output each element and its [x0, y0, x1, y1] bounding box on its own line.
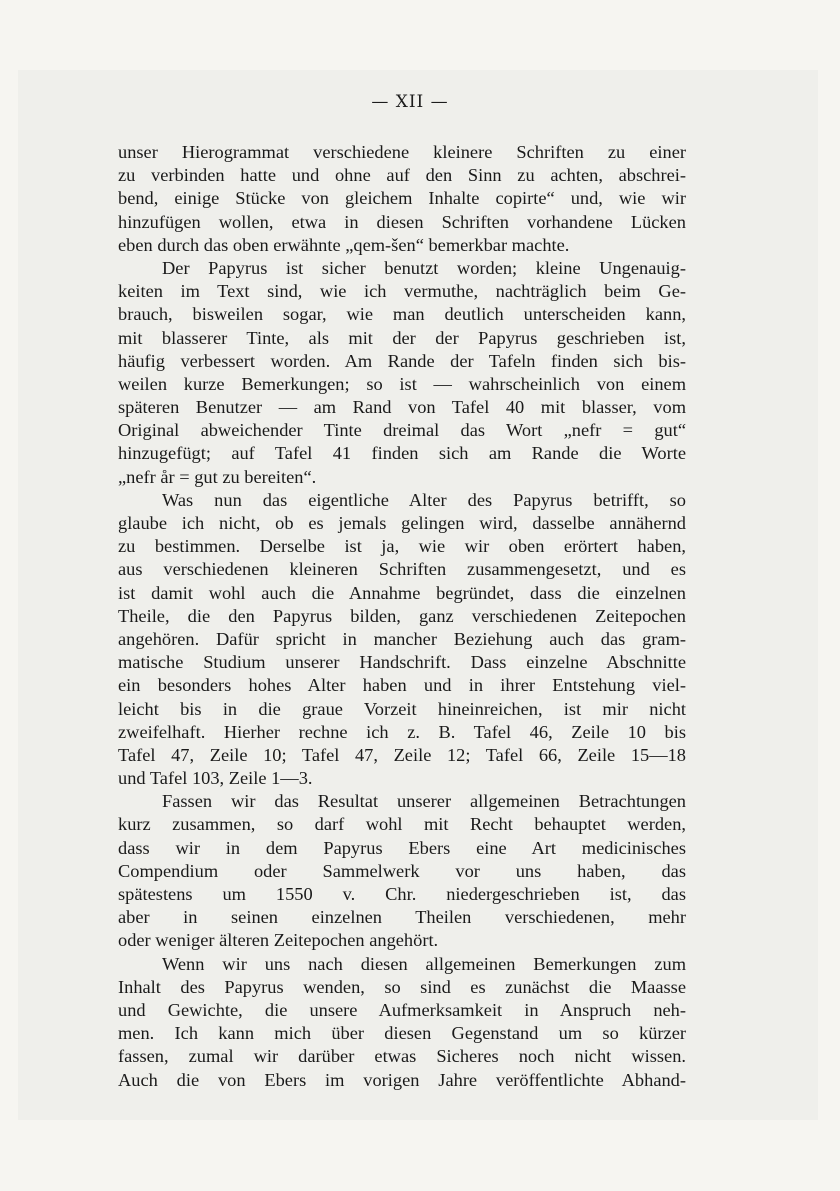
text-line: Wenn wir uns nach diesen allgemeinen Bemerkungen zum [162, 953, 686, 974]
text-line: fassen, zumal wir darüber etwas Sicheres noch nicht wissen. [118, 1046, 686, 1067]
text-line: leicht bis in die graue Vorzeit hineinreichen, ist mir nicht [118, 698, 686, 719]
text-line: Der Papyrus ist sicher benutzt worden; kleine Ungenauig- [162, 257, 686, 278]
text-line: dass wir in dem Papyrus Ebers eine Art medicinisches [118, 837, 686, 858]
page-number: — XII — [371, 92, 449, 112]
text-line: Fassen wir das Resultat unserer allgemeinen Betrachtungen [162, 791, 686, 812]
text-line: zu bestimmen. Derselbe ist ja, wie wir oben erörtert haben, [118, 536, 686, 557]
text-line: ein besonders hohes Alter haben und in ihrer Entstehung viel- [118, 675, 686, 696]
text-line: men. Ich kann mich über diesen Gegenstand um so kürzer [118, 1023, 686, 1044]
text-line: hinzugefügt; auf Tafel 41 finden sich am Rande die Worte [118, 443, 686, 464]
text-line: brauch, bisweilen sogar, wie man deutlich unterscheiden kann, [118, 304, 686, 325]
text-line: Auch die von Ebers im vorigen Jahre veröffentlichte Abhand- [118, 1069, 686, 1090]
text-line: kurz zusammen, so darf wohl mit Recht behauptet werden, [118, 814, 686, 835]
text-line: ist damit wohl auch die Annahme begründet, dass die einzelnen [118, 582, 686, 603]
text-line: aus verschiedenen kleineren Schriften zusammengesetzt, und es [118, 559, 686, 580]
text-line: oder weniger älteren Zeitepochen angehört. [118, 930, 439, 951]
text-line: mit blasserer Tinte, als mit der der Papyrus geschrieben ist, [118, 327, 686, 348]
text-line: glaube ich nicht, ob es jemals gelingen wird, dasselbe annähernd [118, 513, 686, 533]
text-line: Inhalt des Papyrus wenden, so sind es zunächst die Maasse [118, 976, 686, 997]
text-line: Tafel 47, Zeile 10; Tafel 47, Zeile 12; Tafel 66, Zeile 15—18 [118, 744, 686, 765]
text-line: „nefr år = gut zu bereiten“. [118, 466, 317, 487]
text-line: angehören. Dafür spricht in mancher Beziehung auch das gram- [118, 628, 686, 649]
text-line: häufig verbessert worden. Am Rande der Tafeln finden sich bis- [118, 350, 686, 371]
text-line: zweifelhaft. Hierher rechne ich z. B. Tafel 46, Zeile 10 bis [118, 721, 686, 742]
text-line: zu verbinden hatte und ohne auf den Sinn zu achten, abschrei- [118, 165, 686, 186]
text-line: Compendium oder Sammelwerk vor uns haben, das [118, 860, 686, 881]
text-line: späteren Benutzer — am Rand von Tafel 40 mit blasser, vom [118, 397, 686, 418]
text-line: Was nun das eigentliche Alter des Papyrus betrifft, so [162, 489, 686, 510]
text-line: Original abweichender Tinte dreimal das Wort „nefr = gut“ [118, 420, 686, 441]
text-line: und Gewichte, die unsere Aufmerksamkeit in Anspruch neh- [118, 999, 686, 1020]
text-line: matische Studium unserer Handschrift. Dass einzelne Abschnitte [118, 652, 686, 673]
text-line: hinzufügen wollen, etwa in diesen Schriften vorhandene Lücken [118, 211, 686, 232]
text-line: Theile, die den Papyrus bilden, ganz verschiedenen Zeitepochen [118, 605, 686, 626]
text-line: weilen kurze Bemerkungen; so ist — wahrscheinlich von einem [118, 373, 686, 394]
text-line: aber in seinen einzelnen Theilen verschiedenen, mehr [118, 907, 686, 928]
text-line: unser Hierogrammat verschiedene kleinere Schriften zu einer [118, 142, 686, 162]
text-line: eben durch das oben erwähnte „qem-šen“ bemerkbar machte. [118, 234, 570, 255]
text-line: keiten im Text sind, wie ich vermuthe, nachträglich beim Ge- [118, 281, 686, 302]
text-line: und Tafel 103, Zeile 1—3. [118, 768, 313, 789]
body-text [118, 141, 686, 1092]
text-line: spätestens um 1550 v. Chr. niedergeschrieben ist, das [118, 884, 686, 904]
text-line: bend, einige Stücke von gleichem Inhalte copirte“ und, wie wir [118, 188, 686, 209]
